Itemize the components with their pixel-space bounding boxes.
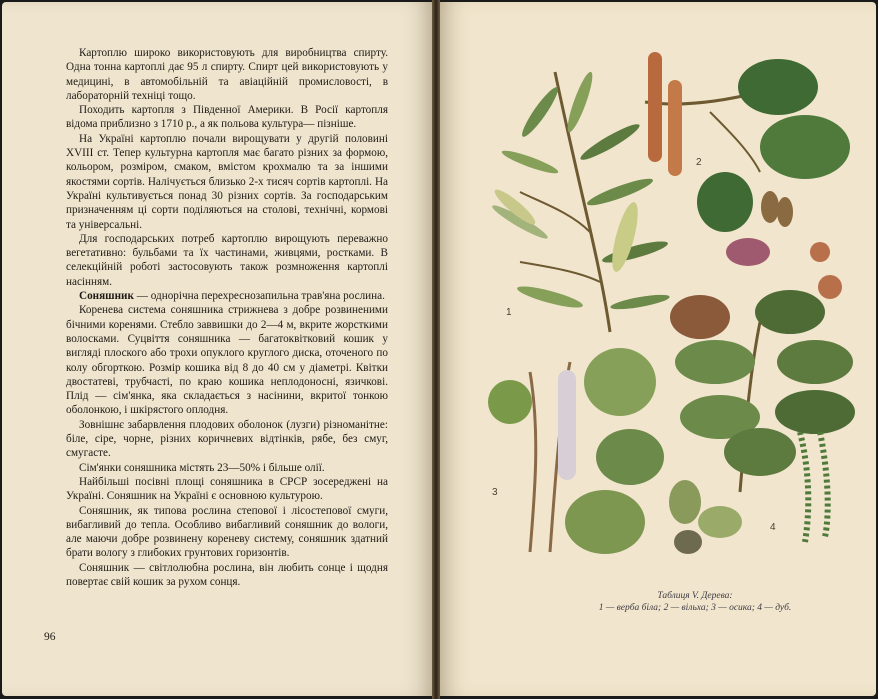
figure-number-4: 4: [770, 522, 776, 533]
plate-caption: [530, 590, 860, 614]
figure-number-2: 2: [696, 157, 702, 168]
paragraph: На Україні картоплю почали вирощувати у другій половині XVIII ст. Тепер культурна картопля має багато різних за формою, кольором, розміром, смаком, вмістом крохмалю та за іншими якостями сортів. Налічується близько 2-х тисяч сортів картоплі. На Україні культивується понад 30 різних сортів. За господарським призначенням ці сорти поділяються на столові, технічні, кормові та універсальні.: [66, 132, 388, 231]
paragraph: Походить картопля з Південної Америки. В Росії картопля відома приблизно з 1710 р., а як польова культура— пізніше.: [66, 104, 388, 131]
paragraph: Сім'янки соняшника містять 23—50% і більше олії.: [79, 461, 325, 474]
paragraph: Соняшник, як типова рослина степової і лісостепової смуги, вибагливий до тепла. Особливо вибагливий соняшник до вологи, але маючи добре розвинену кореневу систему, соняшник здатний брати вологу з глибоких грунтових горизонтів.: [66, 504, 388, 560]
figure-number-1: 1: [506, 307, 512, 318]
alder-branch-illustration: [645, 52, 850, 299]
left-text-column: [66, 46, 388, 589]
paragraph: Найбільші посівні площі соняшника в СРСР зосереджені на Україні. Соняшник на Україні є основною культурою.: [66, 475, 388, 503]
figure-number-3: 3: [492, 487, 498, 498]
caption-items: 1 — верба біла; 2 — вільха; 3 — осика; 4 — дуб.: [598, 603, 792, 613]
book-gutter: [432, 0, 440, 699]
sunflower-term: Соняшник: [79, 290, 134, 303]
left-page: [2, 2, 432, 696]
caption-title: Таблиця V. Дерева:: [657, 591, 733, 601]
paragraph: Коренева система соняшника стрижнева з добре розвиненими бічними коренями. Стебло заввишки до 2—4 м, вкрите жорсткими волосками. Суцвіття соняшника — багатоквітковий кошик у вигляді плоского або трохи опуклого круглого диска, оточеного по колу обгорткою. Розмір кошика від 8 до 40 см у діаметрі. Квітки двостатеві, трубчасті, по краю кошика неплодоносні, язичкові. Плід — сім'янка, яка складається з насінини, вкритої тонкою оболонкою, і шкірястого оплодня.: [66, 304, 388, 417]
right-page: [440, 2, 876, 696]
willow-branch-illustration: [490, 70, 671, 332]
sunflower-definition: Соняшник — однорічна перехреснозапильна трав'яна рослина.: [79, 290, 385, 303]
oak-branch-illustration: [669, 290, 855, 554]
paragraph: Картоплю широко використовують для виробництва спирту. Одна тонна картоплі дає 95 л спирту. Спирт цей використовують у медицині, в автомобільній та авіаційній промисловості, в лабораторній техніці тощо.: [66, 47, 388, 102]
paragraph: Соняшник — світлолюбна рослина, він любить сонце і щодня повертає свій кошик за рухом сонця.: [66, 561, 388, 588]
paragraph: Зовнішнє забарвлення плодових оболонок (лузги) різноманітне: біле, сіре, чорне, різних коричневих відтінків, рябе, без смуг, смугасте.: [66, 418, 388, 460]
tree-illustrations: [460, 32, 860, 572]
botanical-plate: [460, 32, 860, 572]
page-number: 96: [44, 631, 56, 643]
aspen-branch-illustration: [488, 348, 664, 554]
paragraph: Для господарських потреб картоплю вирощують переважно вегетативно: бульбами та їх частинами, живцями, ростками. В селекційній роботі застосовують також розмноження картоплі насінням.: [66, 232, 388, 288]
